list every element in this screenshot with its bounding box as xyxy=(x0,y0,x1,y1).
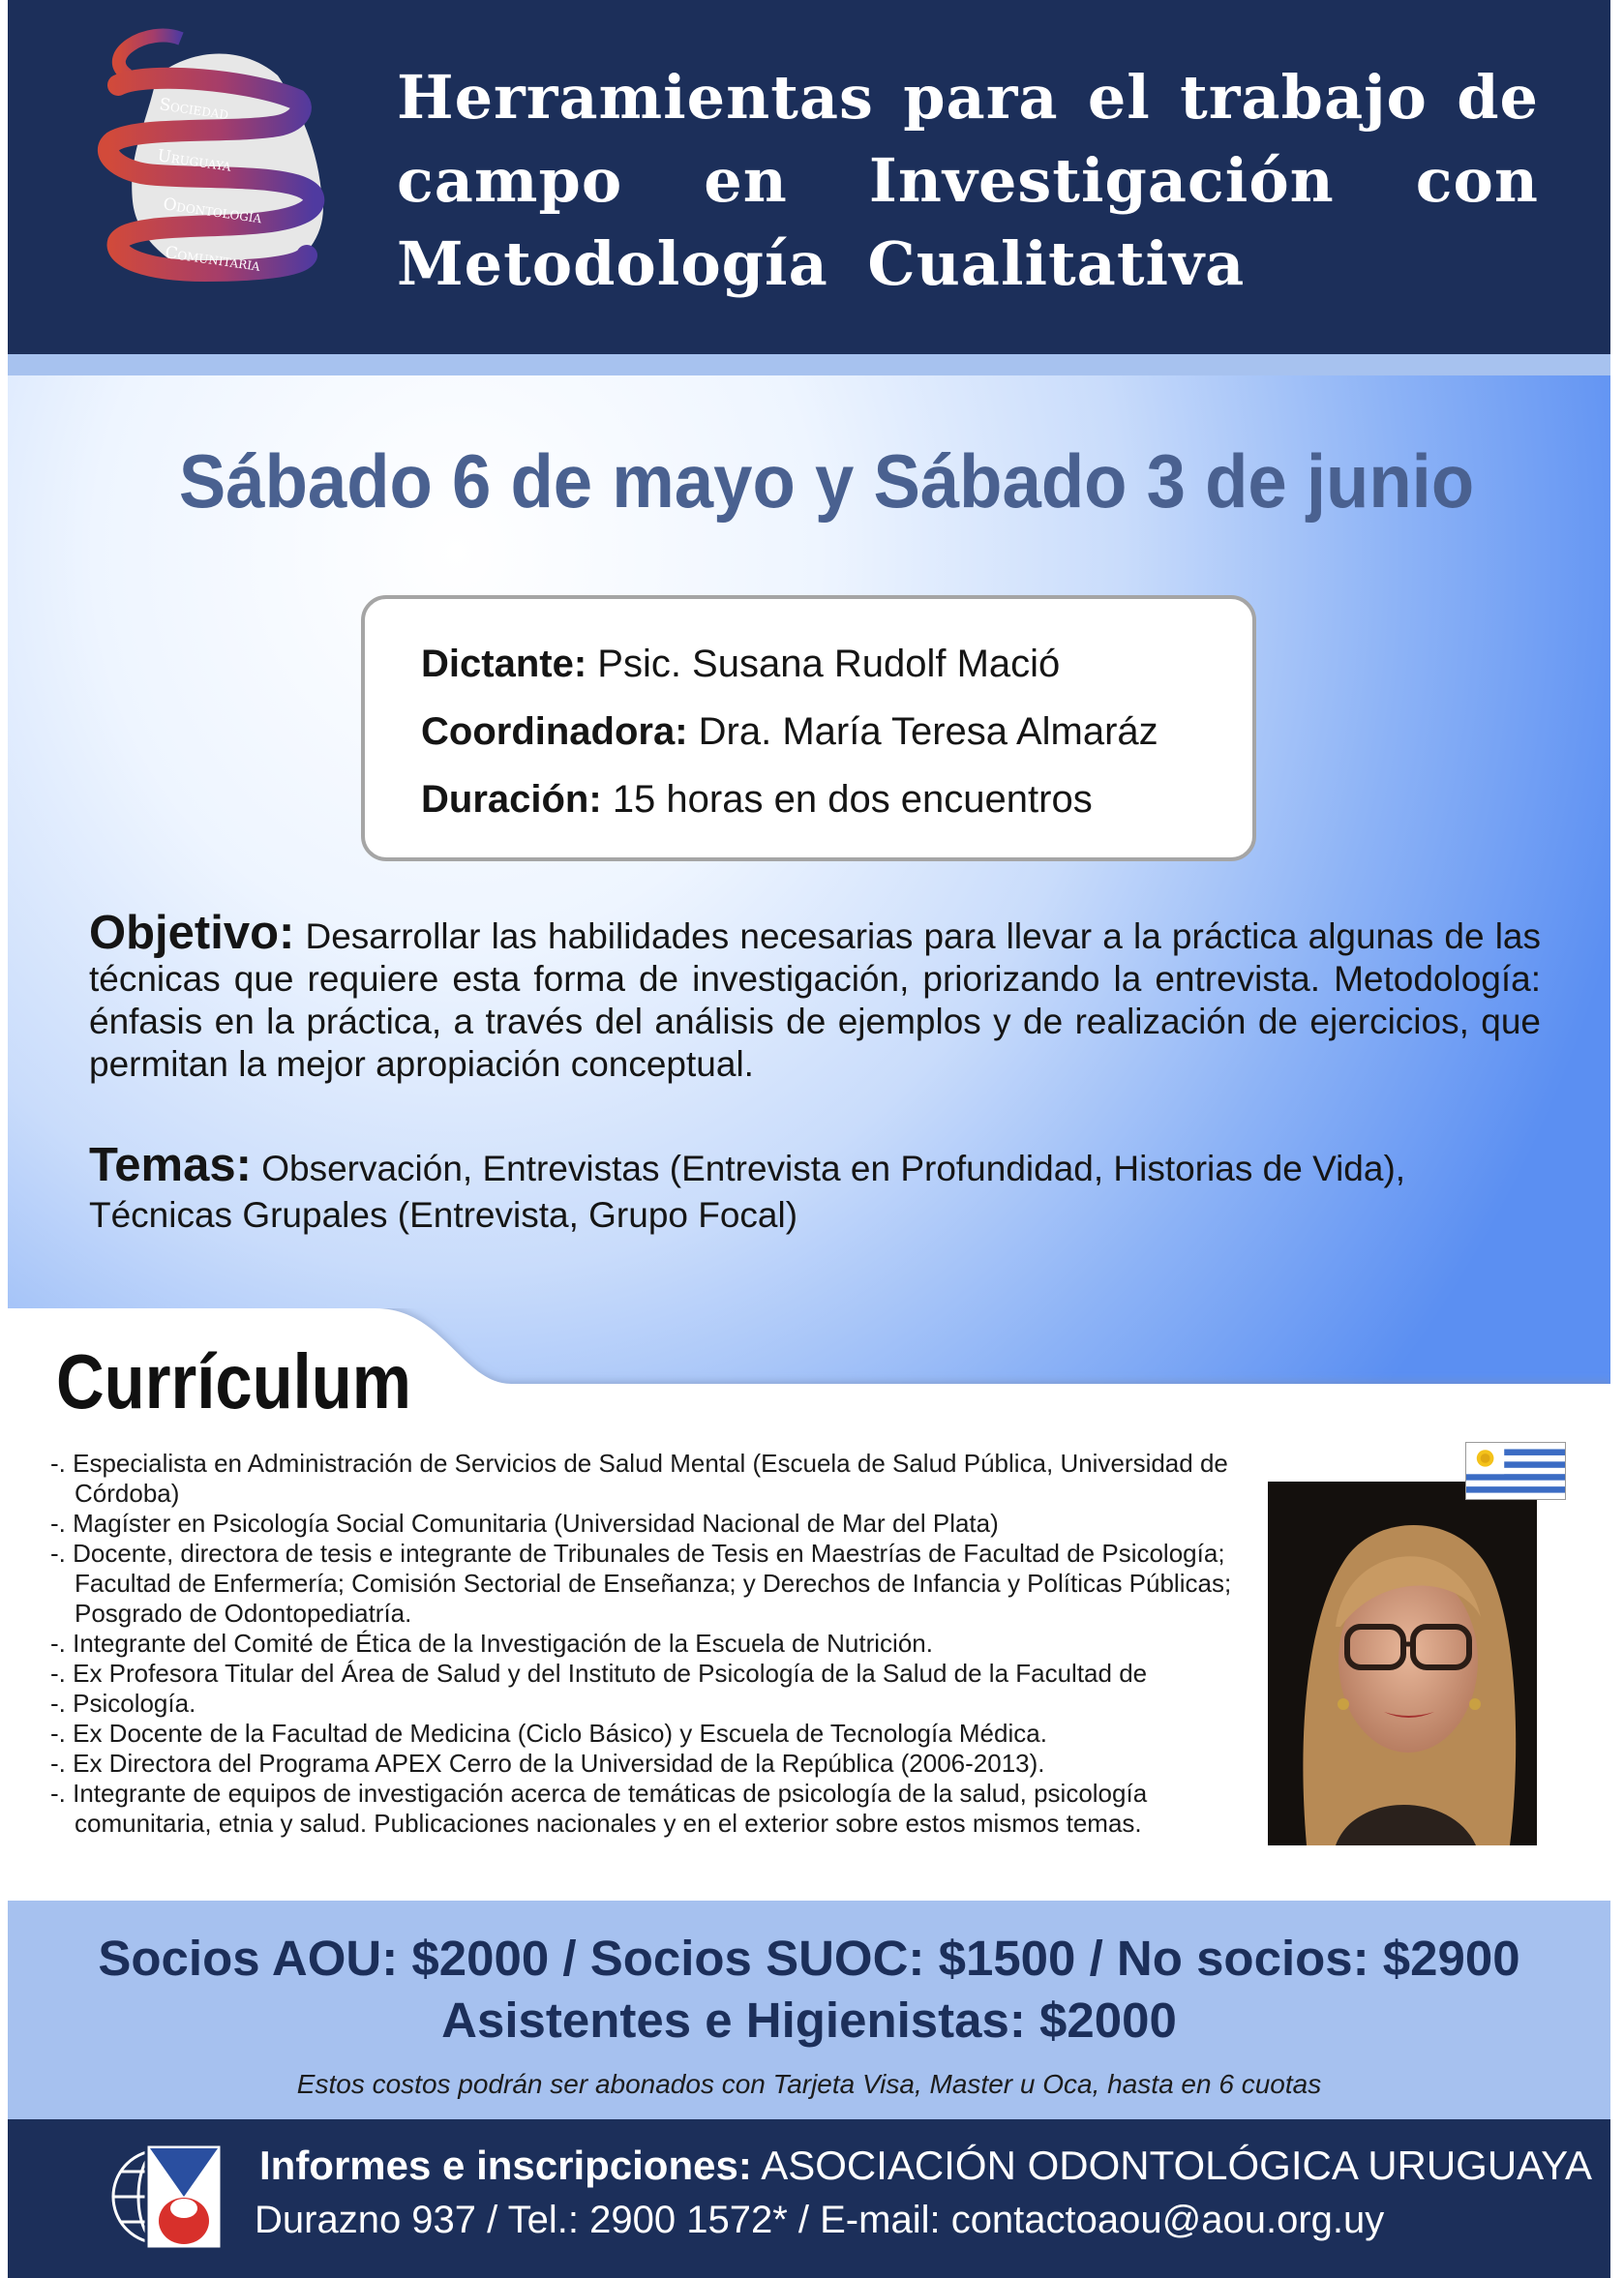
coordinadora-label: Coordinadora: xyxy=(421,710,688,753)
logo-line-2: Uruguaya xyxy=(156,146,232,176)
dictante-value: Psic. Susana Rudolf Mació xyxy=(597,643,1061,685)
list-item: -. Integrante de equipos de investigación acerca de temáticas de psicología de la salud, psicología comunitaria, etnia y salud. Publicaciones nacionales y en el exterior sobre estos mismos temas. xyxy=(50,1779,1250,1839)
portrait-photo xyxy=(1268,1482,1537,1845)
info-box xyxy=(361,595,1256,861)
title-line-3: Metodología Cualitativa xyxy=(397,228,1246,299)
price-line-members: Socios AOU: $2000 / Socios SUOC: $1500 / No socios: $2900 xyxy=(98,1931,1520,1986)
suoc-logo-icon xyxy=(89,17,370,298)
list-item: -. Ex Directora del Programa APEX Cerro de la Universidad de la República (2006-2013). xyxy=(50,1749,1250,1779)
title-line-2: campo en Investigación con xyxy=(397,145,1539,216)
payment-note: Estos costos podrán ser abonados con Tarjeta Visa, Master u Oca, hasta en 6 cuotas xyxy=(296,2069,1322,2099)
curriculum-list xyxy=(50,1449,1250,1839)
price-line-assistants: Asistentes e Higienistas: $2000 xyxy=(441,1993,1177,2048)
objective-paragraph xyxy=(89,907,1541,1086)
list-item: -. Especialista en Administración de Servicios de Salud Mental (Escuela de Salud Pública, Universidad de Córdoba) xyxy=(50,1449,1250,1509)
prices-band xyxy=(8,1901,1610,2119)
duracion-label: Duración: xyxy=(421,778,602,821)
logo-line-3: Odontología xyxy=(162,195,263,228)
coordinadora-value: Dra. María Teresa Almaráz xyxy=(698,710,1158,753)
title-line-1: Herramientas para el trabajo de xyxy=(397,62,1539,133)
topics-label: Temas: xyxy=(89,1139,252,1191)
event-dates: Sábado 6 de mayo y Sábado 3 de junio xyxy=(178,438,1475,524)
topics-text: Observación, Entrevistas (Entrevista en Profundidad, Historias de Vida), Técnicas Grupales (Entrevista, Grupo Focal) xyxy=(89,1149,1406,1235)
header-stripe xyxy=(8,354,1610,375)
list-item: -. Docente, directora de tesis e integrante de Tribunales de Tesis en Maestrías de Facultad de Psicología; Facultad de Enfermería; Comisión Sectorial de Enseñanza; y Derechos de Infancia y Políticas Públicas; Posgrado de Odontopediatría. xyxy=(50,1539,1250,1629)
footer-org: ASOCIACIÓN ODONTOLÓGICA URUGUAYA xyxy=(761,2143,1592,2188)
dictante-label: Dictante: xyxy=(421,643,587,685)
footer-band xyxy=(8,2119,1610,2278)
aou-logo-icon xyxy=(109,2139,226,2255)
list-item: -. Integrante del Comité de Ética de la Investigación de la Escuela de Nutrición. xyxy=(50,1629,1250,1659)
dictante-line xyxy=(421,630,1252,698)
list-item: -. Ex Profesora Titular del Área de Salud y del Instituto de Psicología de la Salud de la Facultad de xyxy=(50,1659,1250,1689)
objective-text: Desarrollar las habilidades necesarias para llevar a la práctica algunas de las técnicas que requiere esta forma de investigación, priorizando la entrevista. Metodología: énfasis en la práctica, a través del análisis de ejemplos y de realización de ejercicios, que permitan la mejor apropiación conceptual. xyxy=(89,916,1541,1084)
topics-paragraph xyxy=(89,1139,1541,1239)
page-title xyxy=(397,56,1539,306)
list-item: -. Ex Docente de la Facultad de Medicina (Ciclo Básico) y Escuela de Tecnología Médica. xyxy=(50,1719,1250,1749)
footer-contact[interactable]: Durazno 937 / Tel.: 2900 1572* / E-mail: contactoaou@aou.org.uy xyxy=(255,2199,1385,2241)
curriculum-title: Currículum xyxy=(56,1338,411,1424)
list-item: -. Psicología. xyxy=(50,1689,1250,1719)
footer-label: Informes e inscripciones: xyxy=(259,2143,752,2188)
coordinadora-line xyxy=(421,698,1252,765)
footer-info-line xyxy=(259,2143,1592,2189)
duracion-line xyxy=(421,765,1252,833)
uruguay-flag-icon xyxy=(1465,1442,1566,1500)
objective-label: Objetivo: xyxy=(89,907,295,959)
logo-line-1: Sociedad xyxy=(158,95,230,124)
list-item: -. Magíster en Psicología Social Comunitaria (Universidad Nacional de Mar del Plata) xyxy=(50,1509,1250,1539)
logo-line-4: Comunitaria xyxy=(164,243,262,276)
duracion-value: 15 horas en dos encuentros xyxy=(612,778,1093,821)
